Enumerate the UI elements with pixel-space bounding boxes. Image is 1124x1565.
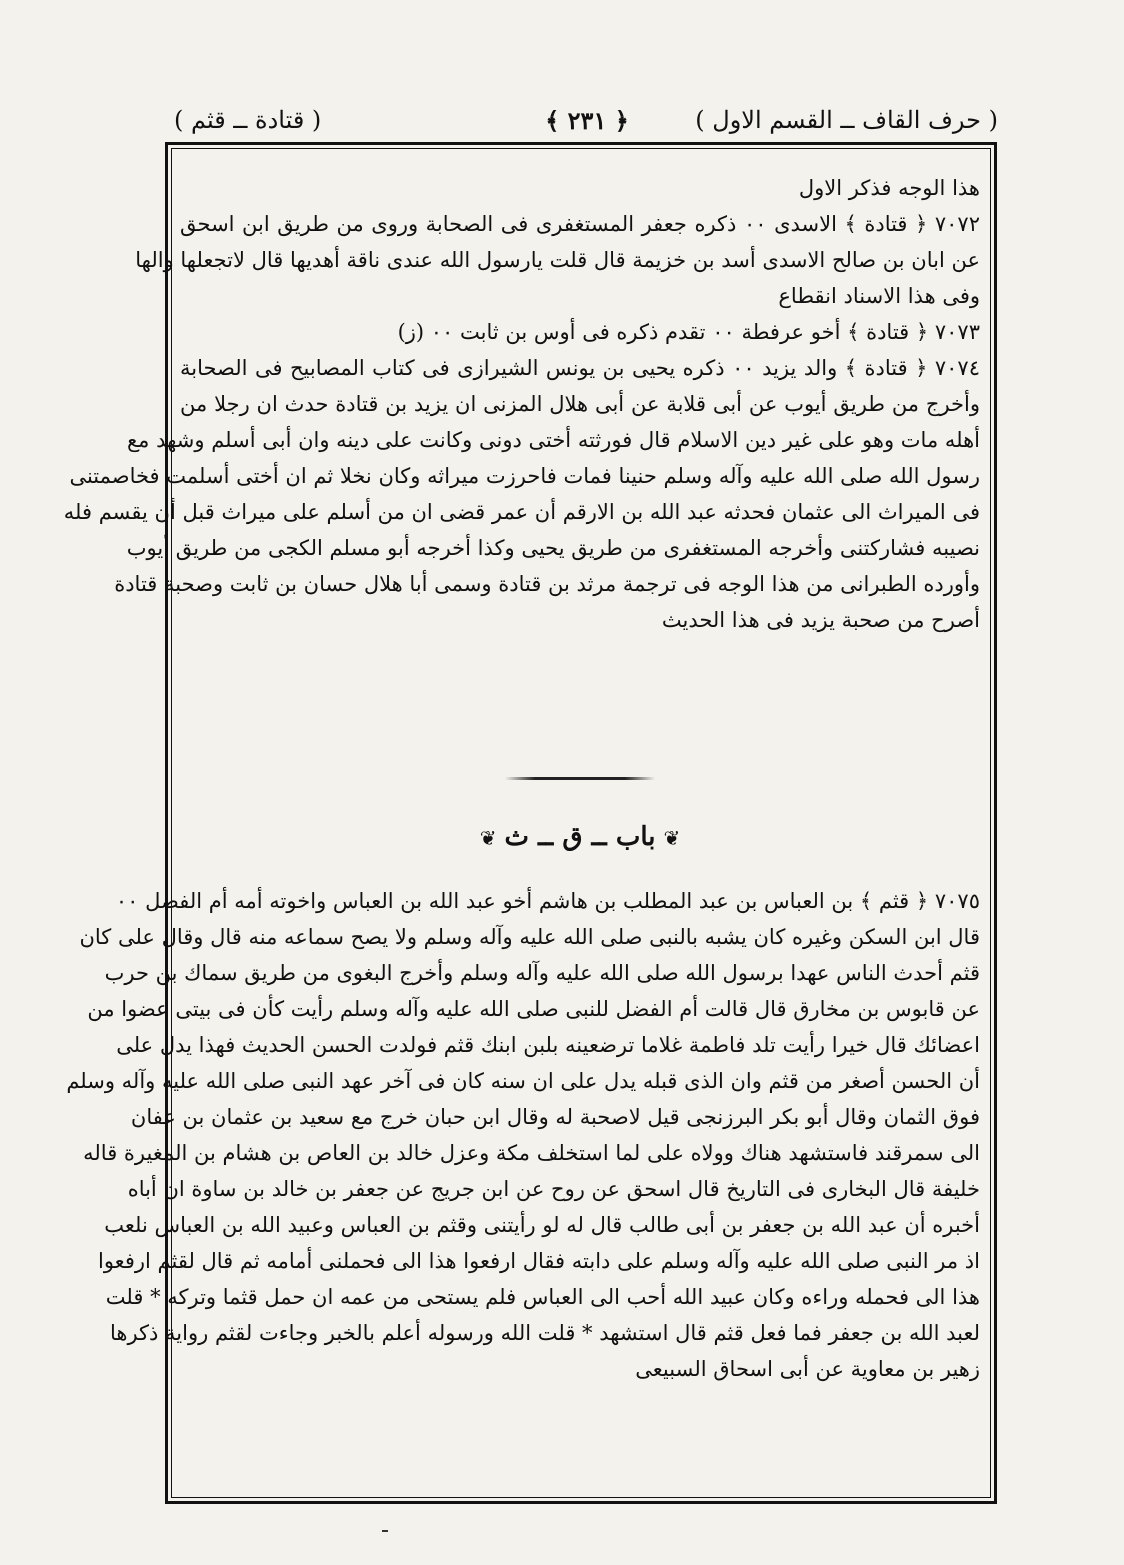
text-line: ٧٠٧٢ ﴿ قتادة ﴾ الاسدى ٠٠ ذكره جعفر المستغفرى فى الصحابة وروى من طريق ابن اسحق [180,212,980,236]
text-line: اعضائك قال خيرا رأيت تلد فاطمة غلاما ترضعينه بلبن ابنك قثم فولدت الحسن الحديث فهذا يدل على [116,1033,980,1057]
stray-mark [382,1530,388,1532]
text-line: ٧٠٧٤ ﴿ قتادة ﴾ والد يزيد ٠٠ ذكره يحيى بن يونس الشيرازى فى كتاب المصابيح فى الصحابة [180,356,980,380]
section-divider [505,777,655,780]
text-block-top [63,170,980,638]
text-line: قثم أحدث الناس عهدا برسول الله صلى الله عليه وآله وسلم وأخرج البغوى من طريق سماك بن حرب [104,961,980,985]
text-line: هذا الوجه فذكر الاول [798,176,980,200]
text-line: فى الميراث الى عثمان فحدثه عبد الله بن الارقم أن عمر قضى ان من أسلم على ميراث قبل أن يقسم فله [63,500,980,524]
section-title [180,822,980,852]
text-line: فوق الثمان وقال أبو بكر البرزنجى قيل لاصحبة له وقال ابن حبان خرج مع سعيد بن عثمان بن عفان [130,1105,980,1129]
text-line: أصرح من صحبة يزيد فى هذا الحديث [661,608,980,632]
page-header [172,100,1002,140]
text-line: قال ابن السكن وغيره كان يشبه بالنبى صلى الله عليه وآله وسلم ولا يصح سماعه منه قال وقال على كان [79,925,980,949]
text-line: ٧٠٧٥ ﴿ قثم ﴾ بن العباس بن عبد المطلب بن هاشم أخو عبد الله بن العباس واخوته أمه أم الفضل ٠٠ [115,889,980,913]
text-line: وأورده الطبرانى من هذا الوجه فى ترجمة مرثد بن قتادة وسمى أبا هلال حسان بن ثابت وصحبة قتادة [114,572,980,596]
text-line: هذا الى فحمله وراءه وكان عبيد الله أحب الى العباس فلم يستحى من عمه ان حمل قثما وتركه * قلت [105,1285,980,1309]
text-line: نصيبه فشاركتنى وأخرجه المستغفرى من طريق يحيى وكذا أخرجه أبو مسلم الكجى من طريق أيوب [126,536,980,560]
ornament-icon: ❦ [479,826,497,850]
text-line: ٧٠٧٣ ﴿ قتادة ﴾ أخو عرفطة ٠٠ تقدم ذكره فى أوس بن ثابت ٠٠ (ز) [397,320,980,344]
text-line: لعبد الله بن جعفر فما فعل قثم قال استشهد * قلت الله ورسوله أعلم بالخبر وجاءت لقثم رواية ذكرها [109,1321,980,1345]
ornament-icon: ❦ [663,826,681,850]
text-line: رسول الله صلى الله عليه وآله وسلم حنينا فمات فاحرزت ميراثه وكان نخلا ثم ان أختى أسلمت فخاصمتنى [69,464,980,488]
text-line: عن ابان بن صالح الاسدى أسد بن خزيمة قال قلت يارسول الله عندى ناقة أهديها قال لاتجعلها والها [135,248,980,272]
text-line: وأخرج من طريق أيوب عن أبى قلابة عن أبى هلال المزنى ان يزيد بن قتادة حدث ان رجلا من [180,392,980,416]
text-line: أخبره أن عبد الله بن جعفر بن أبى طالب قال له لو رأيتنى وقثم بن العباس وعبيد الله بن العباس نلعب [104,1213,980,1237]
text-line: خليفة قال البخارى فى التاريخ قال اسحق عن روح عن ابن جريج عن جعفر بن خالد بن ساوة ان أباه [127,1177,980,1201]
header-entries: ( قتادة ــ قثم ) [174,106,322,134]
page-number: ﴿ ٢٣١ ﴾ [545,106,629,135]
text-block-bottom [66,883,980,1387]
text-line: أهله مات وهو على غير دين الاسلام قال فورثته أختى دونى وكانت على دينه وان أبى أسلم وشهد مع [126,428,980,452]
header-chapter: ( حرف القاف ــ القسم الاول ) [695,106,998,134]
text-line: وفى هذا الاسناد انقطاع [778,284,980,308]
text-line: الى سمرقند فاستشهد هناك وولاه على لما استخلف مكة وعزل خالد بن العاص بن هشام بن المغيرة قاله [83,1141,980,1165]
text-line: عن قابوس بن مخارق قال قالت أم الفضل للنبى صلى الله عليه وآله وسلم رأيت كأن فى بيتى عضوا من [87,997,980,1021]
text-line: زهير بن معاوية عن أبى اسحاق السبيعى [635,1357,980,1381]
text-line: أن الحسن أصغر من قثم وان الذى قبله يدل على ان سنه كان فى آخر عهد النبى صلى الله عليه وآله وسلم [66,1069,980,1093]
section-title-text: باب ــ ق ــ ث [504,822,656,852]
text-line: اذ مر النبى صلى الله عليه وآله وسلم على دابته فقال ارفعوا هذا الى فحملنى أمامه ثم قال لقثم ارفعوا [98,1249,980,1273]
